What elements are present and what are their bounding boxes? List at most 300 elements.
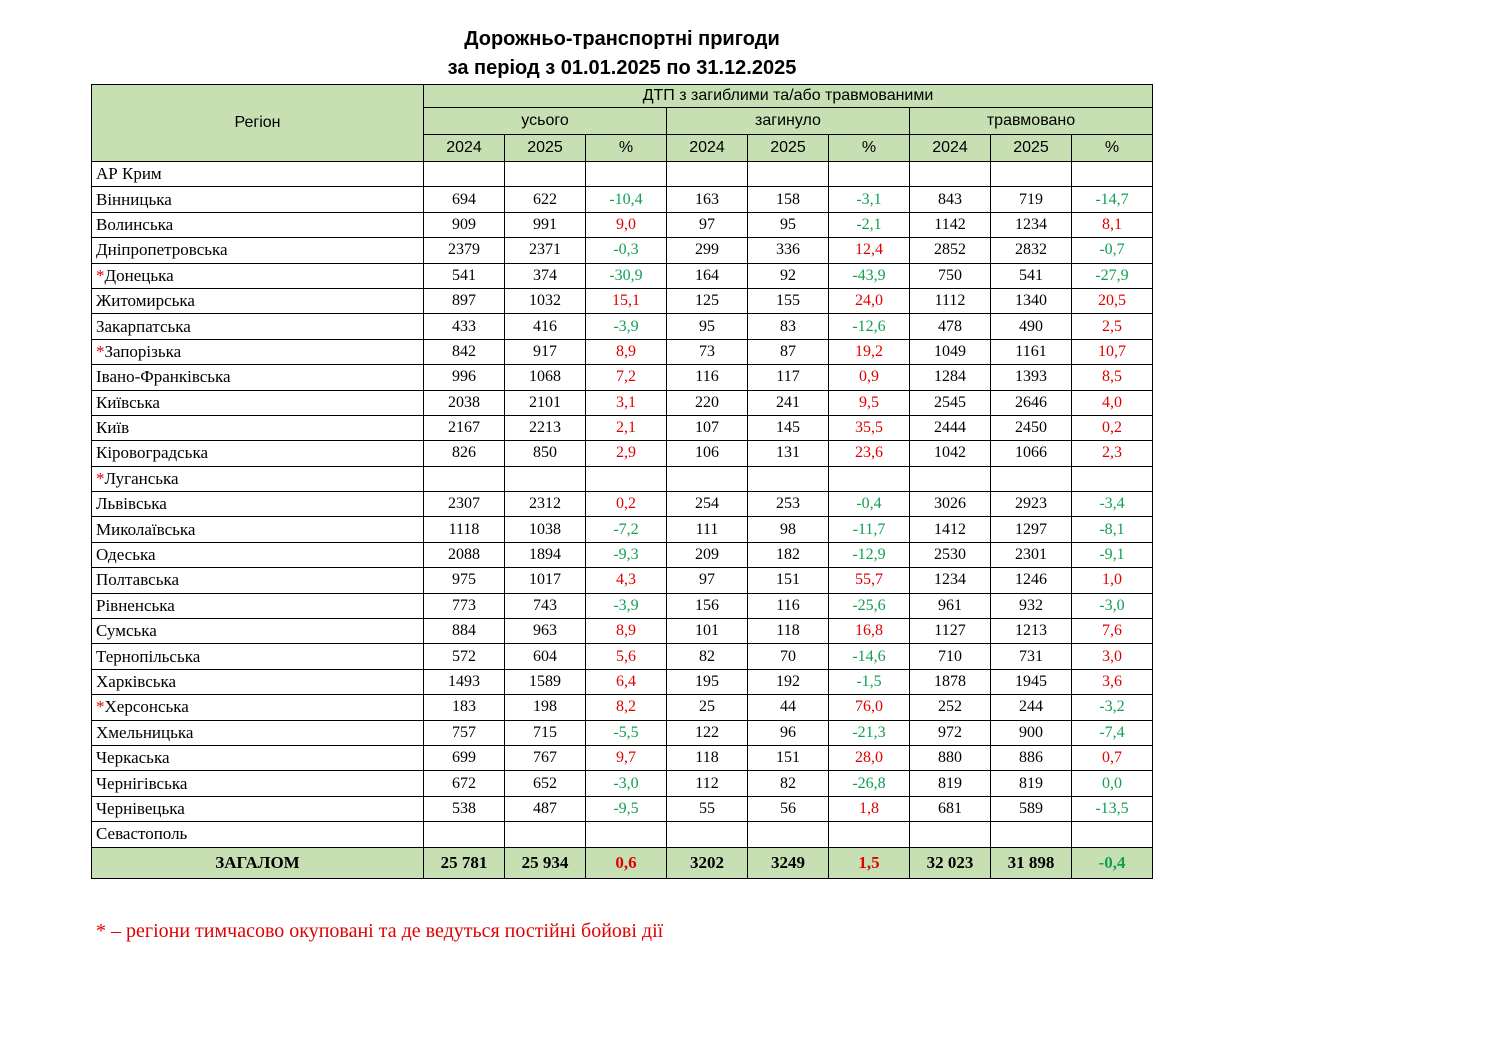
- percent-cell: -26,8: [829, 771, 910, 796]
- value-cell: 299: [667, 238, 748, 263]
- region-label: Чернігівська: [96, 773, 188, 793]
- value-cell: [424, 466, 505, 491]
- table-row: [92, 695, 1153, 720]
- region-label: Київ: [96, 418, 130, 438]
- total-row: [92, 847, 1153, 878]
- region-label: Луганська: [104, 468, 179, 488]
- table-row: [92, 568, 1153, 593]
- value-cell: 2444: [910, 415, 991, 440]
- percent-cell: 0,0: [1072, 771, 1153, 796]
- occupied-marker: *: [96, 468, 105, 488]
- value-cell: 961: [910, 593, 991, 618]
- value-cell: 963: [505, 619, 586, 644]
- percent-cell: [586, 162, 667, 187]
- region-name: [92, 466, 424, 491]
- value-cell: 241: [748, 390, 829, 415]
- table-row: [92, 238, 1153, 263]
- region-name: [92, 745, 424, 770]
- total-value-cell: 25 934: [505, 847, 586, 878]
- region-label: Одеська: [96, 545, 156, 565]
- value-cell: 112: [667, 771, 748, 796]
- region-name: [92, 593, 424, 618]
- header-percent: %: [586, 135, 667, 162]
- value-cell: 731: [991, 644, 1072, 669]
- region-label: Чернівецька: [96, 798, 185, 818]
- value-cell: 1213: [991, 619, 1072, 644]
- value-cell: 244: [991, 695, 1072, 720]
- value-cell: 719: [991, 187, 1072, 212]
- percent-cell: -9,1: [1072, 542, 1153, 567]
- header-year: 2024: [667, 135, 748, 162]
- value-cell: 70: [748, 644, 829, 669]
- percent-cell: 10,7: [1072, 339, 1153, 364]
- percent-cell: 9,7: [586, 745, 667, 770]
- header-year: 2024: [424, 135, 505, 162]
- region-label: Дніпропетровська: [96, 240, 228, 260]
- value-cell: 819: [910, 771, 991, 796]
- percent-cell: [1072, 822, 1153, 847]
- region-label: Харківська: [96, 672, 177, 691]
- percent-cell: -12,6: [829, 314, 910, 339]
- value-cell: 1340: [991, 288, 1072, 313]
- value-cell: 975: [424, 568, 505, 593]
- table-row: [92, 517, 1153, 542]
- value-cell: 1127: [910, 619, 991, 644]
- percent-cell: 6,4: [586, 669, 667, 694]
- value-cell: [424, 162, 505, 187]
- value-cell: 2038: [424, 390, 505, 415]
- percent-cell: 9,0: [586, 212, 667, 237]
- value-cell: 98: [748, 517, 829, 542]
- percent-cell: 12,4: [829, 238, 910, 263]
- percent-cell: [586, 466, 667, 491]
- value-cell: 1049: [910, 339, 991, 364]
- percent-cell: 15,1: [586, 288, 667, 313]
- percent-cell: -9,3: [586, 542, 667, 567]
- value-cell: 116: [667, 365, 748, 390]
- value-cell: 2088: [424, 542, 505, 567]
- percent-cell: 3,0: [1072, 644, 1153, 669]
- region-label: Черкаська: [96, 748, 170, 768]
- value-cell: 1412: [910, 517, 991, 542]
- percent-cell: 8,5: [1072, 365, 1153, 390]
- value-cell: 151: [748, 745, 829, 770]
- value-cell: 850: [505, 441, 586, 466]
- percent-cell: 76,0: [829, 695, 910, 720]
- value-cell: 163: [667, 187, 748, 212]
- region-label: АР Крим: [96, 164, 162, 184]
- value-cell: 694: [424, 187, 505, 212]
- value-cell: 2167: [424, 415, 505, 440]
- value-cell: 97: [667, 212, 748, 237]
- value-cell: 715: [505, 720, 586, 745]
- value-cell: 767: [505, 745, 586, 770]
- value-cell: 44: [748, 695, 829, 720]
- percent-cell: -11,7: [829, 517, 910, 542]
- table-row: [92, 720, 1153, 745]
- percent-cell: 8,1: [1072, 212, 1153, 237]
- value-cell: 842: [424, 339, 505, 364]
- header-year: 2024: [910, 135, 991, 162]
- percent-cell: 2,1: [586, 415, 667, 440]
- percent-cell: -0,3: [586, 238, 667, 263]
- value-cell: 972: [910, 720, 991, 745]
- header-year: 2025: [991, 135, 1072, 162]
- value-cell: 886: [991, 745, 1072, 770]
- value-cell: 710: [910, 644, 991, 669]
- percent-cell: 20,5: [1072, 288, 1153, 313]
- value-cell: 151: [748, 568, 829, 593]
- value-cell: 538: [424, 796, 505, 821]
- value-cell: 416: [505, 314, 586, 339]
- region-name: [92, 644, 424, 669]
- region-name: [92, 669, 424, 694]
- value-cell: 25: [667, 695, 748, 720]
- value-cell: [991, 466, 1072, 491]
- value-cell: 131: [748, 441, 829, 466]
- percent-cell: 24,0: [829, 288, 910, 313]
- region-name: [92, 542, 424, 567]
- value-cell: 195: [667, 669, 748, 694]
- value-cell: 83: [748, 314, 829, 339]
- percent-cell: 35,5: [829, 415, 910, 440]
- page-title: Дорожньо-транспортні пригоди: [464, 28, 780, 50]
- value-cell: [991, 162, 1072, 187]
- total-value-cell: 3202: [667, 847, 748, 878]
- region-name: [92, 390, 424, 415]
- region-label: Донецька: [104, 265, 174, 285]
- percent-cell: -3,2: [1072, 695, 1153, 720]
- value-cell: 996: [424, 365, 505, 390]
- header-injured: травмовано: [910, 108, 1153, 135]
- value-cell: 122: [667, 720, 748, 745]
- percent-cell: [829, 162, 910, 187]
- table-row: [92, 619, 1153, 644]
- value-cell: 1393: [991, 365, 1072, 390]
- value-cell: 95: [748, 212, 829, 237]
- percent-cell: -30,9: [586, 263, 667, 288]
- value-cell: 117: [748, 365, 829, 390]
- table-row: [92, 441, 1153, 466]
- table-row: [92, 492, 1153, 517]
- region-label: Херсонська: [104, 697, 189, 717]
- value-cell: 1878: [910, 669, 991, 694]
- value-cell: 125: [667, 288, 748, 313]
- percent-cell: -25,6: [829, 593, 910, 618]
- percent-cell: -21,3: [829, 720, 910, 745]
- table-row: [92, 822, 1153, 847]
- value-cell: 572: [424, 644, 505, 669]
- value-cell: 2213: [505, 415, 586, 440]
- percent-cell: 3,1: [586, 390, 667, 415]
- value-cell: 106: [667, 441, 748, 466]
- value-cell: 95: [667, 314, 748, 339]
- value-cell: 101: [667, 619, 748, 644]
- region-label: Київська: [96, 392, 160, 412]
- region-name: [92, 238, 424, 263]
- table-row: [92, 593, 1153, 618]
- table-row: [92, 796, 1153, 821]
- region-name: [92, 796, 424, 821]
- percent-cell: -9,5: [586, 796, 667, 821]
- region-name: [92, 288, 424, 313]
- value-cell: 1589: [505, 669, 586, 694]
- header-year: 2025: [748, 135, 829, 162]
- value-cell: 541: [424, 263, 505, 288]
- value-cell: 487: [505, 796, 586, 821]
- value-cell: 743: [505, 593, 586, 618]
- region-label: Вінницька: [96, 189, 172, 209]
- value-cell: 2923: [991, 492, 1072, 517]
- value-cell: 1246: [991, 568, 1072, 593]
- table-row: [92, 263, 1153, 288]
- value-cell: 3026: [910, 492, 991, 517]
- value-cell: [667, 466, 748, 491]
- page-subtitle: за період з 01.01.2025 по 31.12.2025: [447, 57, 797, 79]
- region-name: [92, 415, 424, 440]
- value-cell: 1234: [910, 568, 991, 593]
- value-cell: 118: [667, 745, 748, 770]
- value-cell: 478: [910, 314, 991, 339]
- value-cell: 884: [424, 619, 505, 644]
- value-cell: [910, 822, 991, 847]
- value-cell: 2312: [505, 492, 586, 517]
- total-percent-cell: -0,4: [1072, 847, 1153, 878]
- value-cell: 164: [667, 263, 748, 288]
- value-cell: 92: [748, 263, 829, 288]
- value-cell: 82: [748, 771, 829, 796]
- percent-cell: 28,0: [829, 745, 910, 770]
- percent-cell: -3,0: [586, 771, 667, 796]
- total-label: ЗАГАЛОМ: [92, 847, 424, 878]
- percent-cell: -43,9: [829, 263, 910, 288]
- region-name: [92, 212, 424, 237]
- table-row: [92, 288, 1153, 313]
- value-cell: 158: [748, 187, 829, 212]
- value-cell: 2832: [991, 238, 1072, 263]
- value-cell: 991: [505, 212, 586, 237]
- percent-cell: 2,3: [1072, 441, 1153, 466]
- region-name: [92, 619, 424, 644]
- region-label: Кіровоградська: [96, 443, 208, 463]
- percent-cell: -0,4: [829, 492, 910, 517]
- percent-cell: -3,9: [586, 593, 667, 618]
- value-cell: [748, 822, 829, 847]
- footnote: * – регіони тимчасово окуповані та де ведуться постійні бойові дії: [96, 920, 664, 942]
- table-row: [92, 365, 1153, 390]
- region-name: [92, 517, 424, 542]
- value-cell: 622: [505, 187, 586, 212]
- percent-cell: 1,0: [1072, 568, 1153, 593]
- percent-cell: 0,2: [1072, 415, 1153, 440]
- value-cell: [748, 162, 829, 187]
- percent-cell: -10,4: [586, 187, 667, 212]
- header-group: ДТП з загиблими та/або травмованими: [424, 85, 1153, 108]
- value-cell: 82: [667, 644, 748, 669]
- value-cell: 681: [910, 796, 991, 821]
- value-cell: 843: [910, 187, 991, 212]
- percent-cell: 0,7: [1072, 745, 1153, 770]
- percent-cell: 5,6: [586, 644, 667, 669]
- value-cell: 1066: [991, 441, 1072, 466]
- value-cell: [910, 466, 991, 491]
- value-cell: 111: [667, 517, 748, 542]
- region-label: Запорізька: [104, 341, 182, 361]
- value-cell: 73: [667, 339, 748, 364]
- percent-cell: 0,9: [829, 365, 910, 390]
- percent-cell: [829, 466, 910, 491]
- value-cell: [505, 466, 586, 491]
- value-cell: 156: [667, 593, 748, 618]
- value-cell: 819: [991, 771, 1072, 796]
- region-name: [92, 162, 424, 187]
- percent-cell: [586, 822, 667, 847]
- region-label: Тернопільська: [96, 646, 201, 666]
- value-cell: 2530: [910, 542, 991, 567]
- percent-cell: -0,7: [1072, 238, 1153, 263]
- region-name: [92, 695, 424, 720]
- value-cell: 118: [748, 619, 829, 644]
- value-cell: 2307: [424, 492, 505, 517]
- value-cell: 2646: [991, 390, 1072, 415]
- value-cell: [667, 822, 748, 847]
- table-row: [92, 162, 1153, 187]
- value-cell: [505, 822, 586, 847]
- percent-cell: -5,5: [586, 720, 667, 745]
- region-name: [92, 720, 424, 745]
- value-cell: 87: [748, 339, 829, 364]
- region-label: Сумська: [96, 621, 157, 641]
- percent-cell: -7,4: [1072, 720, 1153, 745]
- value-cell: [910, 162, 991, 187]
- value-cell: 604: [505, 644, 586, 669]
- value-cell: 900: [991, 720, 1072, 745]
- table-row: [92, 339, 1153, 364]
- percent-cell: 23,6: [829, 441, 910, 466]
- value-cell: 2379: [424, 238, 505, 263]
- value-cell: 433: [424, 314, 505, 339]
- value-cell: 198: [505, 695, 586, 720]
- value-cell: [424, 822, 505, 847]
- value-cell: 220: [667, 390, 748, 415]
- value-cell: 917: [505, 339, 586, 364]
- occupied-marker: *: [96, 265, 105, 285]
- value-cell: 1068: [505, 365, 586, 390]
- value-cell: [748, 466, 829, 491]
- value-cell: 2101: [505, 390, 586, 415]
- percent-cell: -3,0: [1072, 593, 1153, 618]
- region-label: Житомирська: [96, 291, 195, 311]
- region-name: [92, 771, 424, 796]
- value-cell: 1112: [910, 288, 991, 313]
- region-name: [92, 187, 424, 212]
- region-label: Хмельницька: [96, 722, 194, 742]
- region-label: Полтавська: [96, 570, 179, 590]
- value-cell: [667, 162, 748, 187]
- region-label: Миколаївська: [96, 519, 196, 539]
- total-percent-cell: 0,6: [586, 847, 667, 878]
- header-year: 2025: [505, 135, 586, 162]
- percent-cell: -8,1: [1072, 517, 1153, 542]
- percent-cell: 2,5: [1072, 314, 1153, 339]
- percent-cell: -14,7: [1072, 187, 1153, 212]
- percent-cell: 9,5: [829, 390, 910, 415]
- value-cell: 182: [748, 542, 829, 567]
- percent-cell: 19,2: [829, 339, 910, 364]
- table-row: [92, 745, 1153, 770]
- value-cell: 1894: [505, 542, 586, 567]
- value-cell: 2371: [505, 238, 586, 263]
- percent-cell: 2,9: [586, 441, 667, 466]
- value-cell: 652: [505, 771, 586, 796]
- value-cell: 750: [910, 263, 991, 288]
- value-cell: 826: [424, 441, 505, 466]
- region-label: Рівненська: [96, 595, 175, 615]
- percent-cell: 8,9: [586, 619, 667, 644]
- total-percent-cell: 1,5: [829, 847, 910, 878]
- region-label: Івано-Франківська: [96, 367, 231, 387]
- value-cell: 1017: [505, 568, 586, 593]
- value-cell: 757: [424, 720, 505, 745]
- total-value-cell: 25 781: [424, 847, 505, 878]
- region-name: [92, 822, 424, 847]
- percent-cell: 3,6: [1072, 669, 1153, 694]
- region-name: [92, 339, 424, 364]
- percent-cell: 4,3: [586, 568, 667, 593]
- value-cell: 55: [667, 796, 748, 821]
- table-row: [92, 314, 1153, 339]
- value-cell: 490: [991, 314, 1072, 339]
- value-cell: 97: [667, 568, 748, 593]
- percent-cell: [1072, 466, 1153, 491]
- table-row: [92, 212, 1153, 237]
- value-cell: 1284: [910, 365, 991, 390]
- value-cell: 1042: [910, 441, 991, 466]
- value-cell: 145: [748, 415, 829, 440]
- percent-cell: 7,2: [586, 365, 667, 390]
- percent-cell: 8,9: [586, 339, 667, 364]
- region-name: [92, 365, 424, 390]
- percent-cell: 55,7: [829, 568, 910, 593]
- table-row: [92, 644, 1153, 669]
- value-cell: 252: [910, 695, 991, 720]
- percent-cell: 4,0: [1072, 390, 1153, 415]
- value-cell: 1945: [991, 669, 1072, 694]
- percent-cell: 8,2: [586, 695, 667, 720]
- value-cell: 1038: [505, 517, 586, 542]
- region-label: Львівська: [96, 494, 167, 514]
- value-cell: 336: [748, 238, 829, 263]
- value-cell: 773: [424, 593, 505, 618]
- value-cell: 1032: [505, 288, 586, 313]
- region-label: Закарпатська: [96, 316, 191, 336]
- table-row: [92, 187, 1153, 212]
- value-cell: [991, 822, 1072, 847]
- table-row: [92, 542, 1153, 567]
- occupied-marker: *: [96, 697, 105, 717]
- percent-cell: -3,9: [586, 314, 667, 339]
- percent-cell: -1,5: [829, 669, 910, 694]
- value-cell: 253: [748, 492, 829, 517]
- total-value-cell: 3249: [748, 847, 829, 878]
- value-cell: 1142: [910, 212, 991, 237]
- value-cell: 897: [424, 288, 505, 313]
- percent-cell: -13,5: [1072, 796, 1153, 821]
- value-cell: 183: [424, 695, 505, 720]
- value-cell: 2545: [910, 390, 991, 415]
- percent-cell: 0,2: [586, 492, 667, 517]
- occupied-marker: *: [96, 341, 105, 361]
